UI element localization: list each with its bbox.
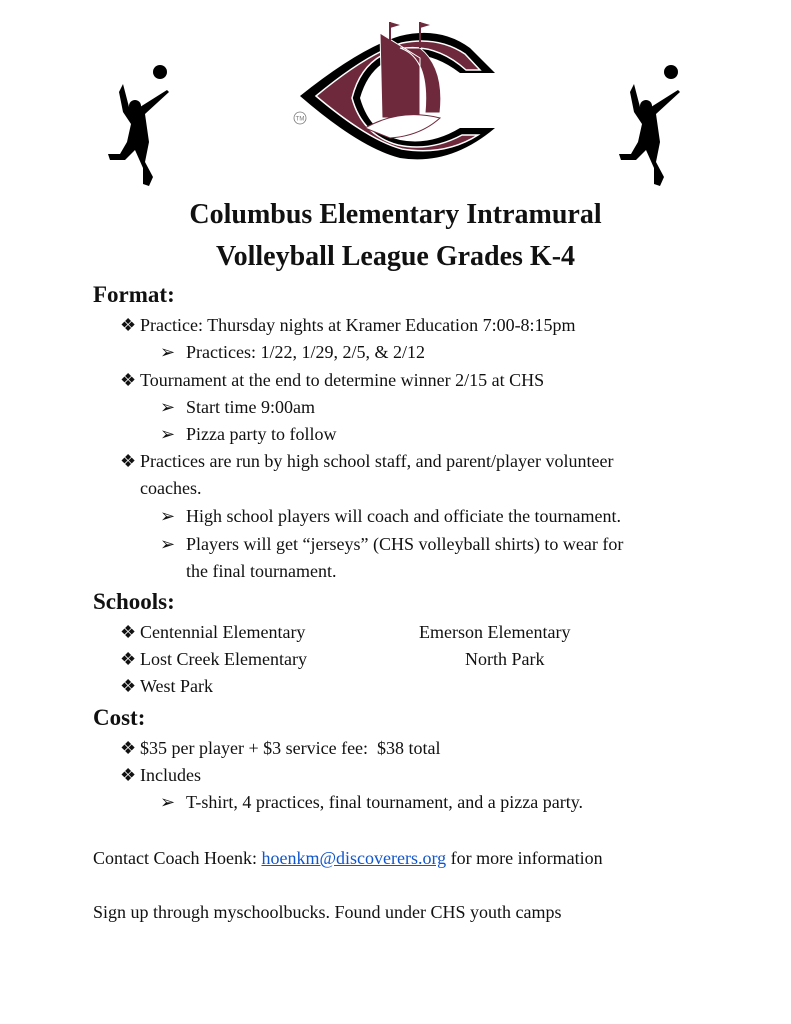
- bullet-arrow-icon: ➢: [160, 506, 176, 526]
- contact-line: [93, 847, 603, 869]
- volleyball-player-left-icon: [105, 62, 180, 190]
- format-subitem: Pizza party to follow: [186, 424, 337, 444]
- cost-heading: Cost:: [93, 705, 146, 730]
- bullet-diamond-icon: ❖: [120, 738, 137, 758]
- format-subitem: Players will get “jerseys” (CHS volleyball shirts) to wear for: [186, 534, 624, 554]
- signup-line: Sign up through myschoolbucks. Found under CHS youth camps: [93, 902, 562, 922]
- format-item: Practice: Thursday nights at Kramer Education 7:00-8:15pm: [140, 315, 576, 335]
- school-item: North Park: [465, 649, 545, 669]
- cost-subitem: T-shirt, 4 practices, final tournament, and a pizza party.: [186, 792, 584, 812]
- title-line-2: Volleyball League Grades K-4: [215, 241, 576, 272]
- bullet-diamond-icon: ❖: [120, 649, 137, 669]
- format-item-continued: coaches.: [140, 478, 202, 498]
- schools-heading: Schools:: [93, 589, 175, 614]
- bullet-arrow-icon: ➢: [160, 534, 176, 554]
- bullet-arrow-icon: ➢: [160, 424, 176, 444]
- contact-email-link[interactable]: hoenkm@discoverers.org: [261, 848, 447, 868]
- bullet-diamond-icon: ❖: [120, 622, 137, 642]
- format-item: Tournament at the end to determine winner 2/15 at CHS: [140, 370, 545, 390]
- bullet-diamond-icon: ❖: [120, 676, 137, 696]
- bullet-diamond-icon: ❖: [120, 315, 137, 335]
- trademark-mark: TM: [295, 116, 305, 123]
- school-item: Lost Creek Elementary: [140, 649, 307, 669]
- bullet-diamond-icon: ❖: [120, 765, 137, 785]
- bullet-diamond-icon: ❖: [120, 451, 137, 471]
- format-subitem: Start time 9:00am: [186, 397, 315, 417]
- format-item: Practices are run by high school staff, and parent/player volunteer: [140, 451, 614, 471]
- bullet-arrow-icon: ➢: [160, 342, 176, 362]
- cost-item: $35 per player + $3 service fee: $38 total: [140, 738, 441, 758]
- columbus-c-ship-logo: [290, 18, 505, 168]
- bullet-arrow-icon: ➢: [160, 397, 176, 417]
- school-item: Centennial Elementary: [140, 622, 306, 642]
- contact-prefix: Contact Coach Hoenk:: [93, 848, 262, 868]
- format-subitem: Practices: 1/22, 1/29, 2/5, & 2/12: [186, 342, 425, 362]
- bullet-arrow-icon: ➢: [160, 792, 176, 812]
- format-subitem: High school players will coach and officiate the tournament.: [186, 506, 622, 526]
- title-line-1: Columbus Elementary Intramural: [189, 199, 602, 230]
- bullet-diamond-icon: ❖: [120, 370, 137, 390]
- volleyball-player-right-icon: [616, 62, 691, 190]
- school-item: West Park: [140, 676, 214, 696]
- format-heading: Format:: [93, 282, 175, 307]
- school-item: Emerson Elementary: [419, 622, 571, 642]
- format-subitem-continued: the final tournament.: [186, 561, 337, 581]
- contact-suffix: for more information: [446, 848, 603, 868]
- cost-item: Includes: [140, 765, 201, 785]
